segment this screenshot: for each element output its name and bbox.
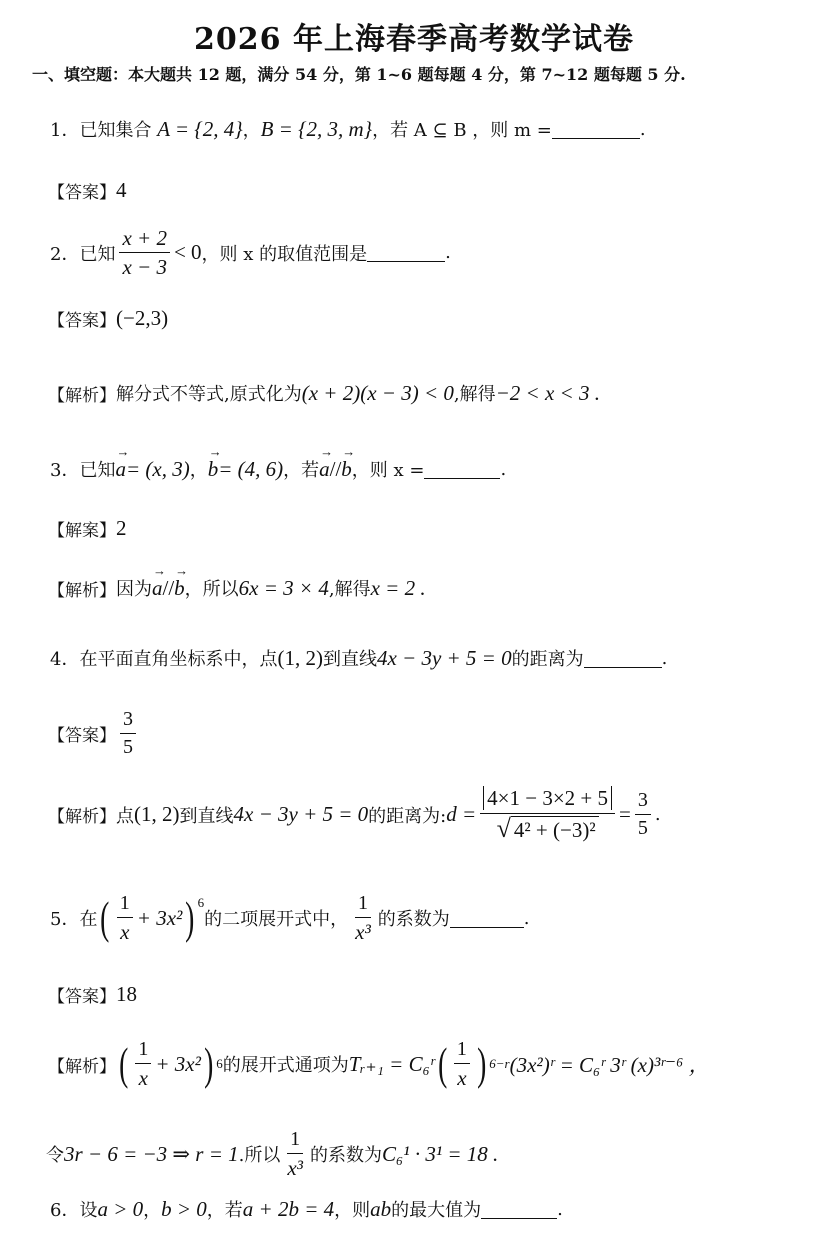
question-5: 5． 在 ( $\frac{1}{x}$ + 3x² ) 6 的二项展开式中， $\frac{1}{\text{x³}}$ 的系数为 .: [50, 892, 530, 944]
answer-1: 【答案】 4: [48, 178, 127, 203]
solution-3: 【解析】 因为 → a // → b ，所以 6x = 3 × 4 ,解得 x = 2 .: [48, 575, 426, 601]
fraction: $\frac{3}{5}$: [120, 708, 136, 759]
question-3: 3． 已知 → a = (x, 3) ， → b = (4, 6) ，若 → a // → b ，则 x = .: [50, 456, 506, 482]
solution-5: 【解析】 ( $\frac{1}{x}$ + 3x² ) 6 的展开式通项为 Tᵣ₊₁ = C₆ʳ ( $\frac{1}{x}$ ) 6−r (3x²)ʳ = C₆ʳ 3ʳ (x)³ʳ⁻⁶ ，: [48, 1038, 710, 1090]
answer-blank[interactable]: [481, 1200, 557, 1219]
fraction: $\frac{3}{5}$: [635, 789, 651, 840]
answer-4: 【答案】 $\frac{3}{5}$: [48, 708, 140, 759]
page-title: 2026 年上海春季高考数学试卷: [194, 22, 634, 57]
answer-5: 【答案】 18: [48, 982, 137, 1007]
solution-2: 【解析】 解分式不等式,原式化为 (x + 2)(x − 3) < 0 ,解得 −2 < x < 3 .: [48, 380, 600, 406]
question-4: 4． 在平面直角坐标系中，点 (1, 2) 到直线 4x − 3y + 5 = 0 的距离为 .: [50, 645, 668, 670]
answer-blank[interactable]: [367, 243, 445, 262]
answer-blank[interactable]: [584, 649, 662, 668]
answer-2: 【答案】 (−2,3): [48, 306, 169, 331]
answer-blank[interactable]: [552, 120, 640, 139]
question-6: 6． 设 a > 0 ， b > 0 ，若 a + 2b = 4 ，则 ab 的最大值为 .: [50, 1196, 563, 1221]
answer-blank[interactable]: [450, 909, 524, 928]
distance-fraction: 4×1 − 3×2 + 5 √ 4² + (−3)²: [480, 786, 615, 843]
solution-5-cont: 令 3r − 6 = −3 ⇒ r = 1 .所以 $\frac{1}{\text{x³}}$ 的系数为 C₆¹ · 3¹ = 18 .: [46, 1128, 499, 1180]
fraction: $\frac{x + 2}{x - 3}$: [119, 226, 170, 279]
question-1: 1． 已知集合 A = {2, 4} ， B = {2, 3, m} ，若 A ⊆ B ，则 m = .: [50, 116, 646, 141]
answer-3: 【解案】 2: [48, 516, 127, 541]
section-heading: 一、填空题：本大题共 12 题，满分 54 分，第 1~6 题每题 4 分，第 7~12 题每题 5 分.: [32, 65, 686, 84]
answer-blank[interactable]: [424, 460, 500, 479]
question-2: 2． 已知 $\frac{x + 2}{x - 3}$ < 0 ，则 x 的取值范围是 .: [50, 226, 451, 280]
solution-4: 【解析】 点 (1, 2) 到直线 4x − 3y + 5 = 0 的距离为: d = 4×1 − 3×2 + 5 √ 4² + (−3)² = $\frac{3}{5}$ .: [48, 786, 661, 844]
